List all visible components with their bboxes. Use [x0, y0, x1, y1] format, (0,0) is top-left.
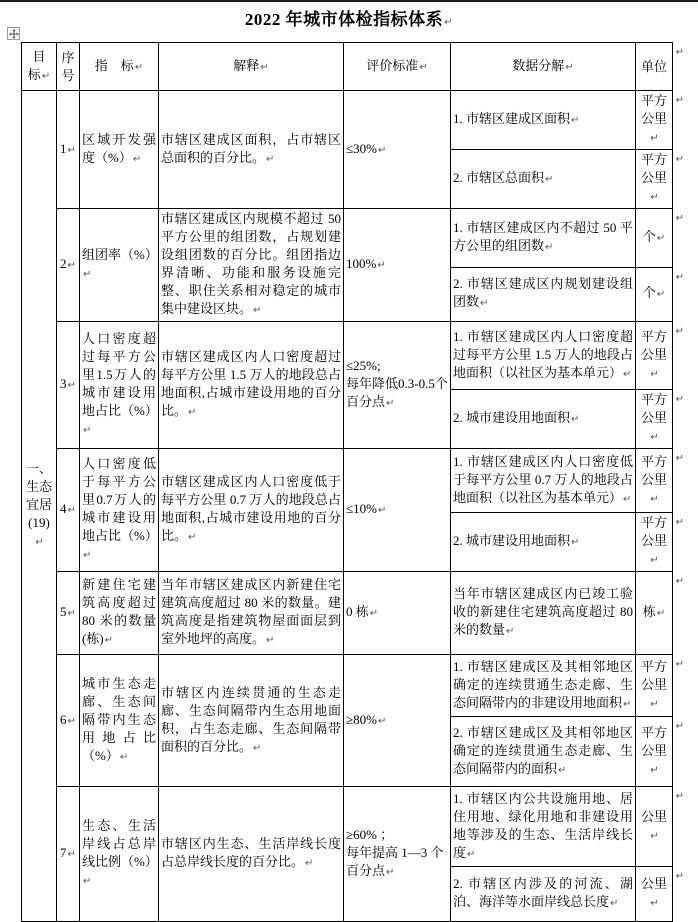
indicator-cell: 人口密度低于每平方公里0.7万人的城市建设用地占比（%） ↵ [80, 449, 159, 572]
serial-cell: 5 ↵ [57, 572, 80, 655]
header-no: 序 号 [57, 43, 80, 91]
decomposition-cell: 1. 市辖区建成区及其相邻地区确定的连续贯通生态走廊、生态间隔带内的非建设用地面积 ↵ [451, 655, 636, 717]
explanation-cell: 市辖区建成区内人口密度低于每平方公里 0.7 万人的地段总占地面积,占城市建设用地的百分比。 ↵ [159, 449, 344, 572]
serial-cell: 7 ↵ [57, 787, 80, 922]
header-indicator: 指 标 ↵ [80, 43, 159, 91]
standard-cell: ≥80% ↵ [344, 655, 451, 787]
unit-cell: 个 ↵ ↵ [636, 209, 673, 268]
header-unit: 单位 ↵ [636, 43, 673, 91]
decomposition-cell: 1. 市辖区建成区内人口密度超过每平方公里 1.5 万人的地段占地面积（以社区为基本单元） ↵ [451, 322, 636, 390]
indicator-cell: 区域开发强度（%） ↵ [80, 91, 159, 209]
explanation-cell: 市辖区建成区面积，占市辖区总面积的百分比。 ↵ [159, 91, 344, 209]
table-row [22, 91, 673, 150]
decomposition-cell: 2. 市辖区建成区及其相邻地区确定的连续贯通生态走廊、生态间隔带内的面积 ↵ [451, 717, 636, 787]
unit-cell: 平方公里 ↵ ↵ [636, 150, 673, 209]
standard-cell: ≤10% ↵ [344, 449, 451, 572]
page-title [0, 5, 698, 30]
indicator-cell: 人口密度超过每平方公里1.5万人的城市建设用地占比（%） ↵ [80, 322, 159, 449]
header-target: 目 标 ↵ [22, 43, 57, 91]
explanation-cell: 市辖区建成区内规模不超过 50 平方公里的组团数，占规划建设组团数的百分比。组团指边界清晰、功能和服务设施完整、职住关系相对稳定的城市集中建设区块。 ↵ [159, 209, 344, 322]
indicator-cell: 新建住宅建筑高度超过 80 米的数量(栋) ↵ [80, 572, 159, 655]
unit-cell: 平方公里 ↵ ↵ [636, 91, 673, 150]
decomposition-cell: 当年市辖区建成区内已竣工验收的新建住宅建筑高度超过 80 米的数量 ↵ [451, 572, 636, 655]
window-top-edge [0, 0, 698, 2]
unit-cell: 平方公里 ↵ ↵ [636, 322, 673, 390]
table-move-handle[interactable] [7, 27, 20, 40]
decomposition-cell: 2. 城市建设用地面积 ↵ [451, 390, 636, 449]
decomposition-cell: 2. 市辖区建成区内规划建设组团数 ↵ [451, 267, 636, 321]
decomposition-cell: 1. 市辖区建成区面积 ↵ [451, 91, 636, 150]
decomposition-cell: 2. 市辖区总面积 ↵ [451, 150, 636, 209]
indicator-table [21, 42, 673, 922]
move-icon [9, 29, 19, 39]
table-row [22, 449, 673, 513]
standard-cell: ≤30% ↵ [344, 91, 451, 209]
table-row [22, 655, 673, 717]
header-standard: 评价标准 ↵ [344, 43, 451, 91]
table-row [22, 787, 673, 867]
unit-cell: 公里 ↵ ↵ [636, 867, 673, 922]
decomposition-cell: 2. 城市建设用地面积 ↵ [451, 513, 636, 572]
unit-cell: 平方公里 ↵ ↵ [636, 717, 673, 787]
serial-cell: 3 ↵ [57, 322, 80, 449]
unit-cell: 平方公里 ↵ ↵ [636, 390, 673, 449]
standard-cell: 100% ↵ [344, 209, 451, 322]
unit-cell: 栋 ↵ ↵ [636, 572, 673, 655]
explanation-cell: 市辖区内连续贯通的生态走廊、生态间隔带内生态用地面积，占生态走廊、生态间隔带面积的百分比。 ↵ [159, 655, 344, 787]
unit-cell: 平方公里 ↵ ↵ [636, 449, 673, 513]
table-row [22, 572, 673, 655]
standard-cell: 0 栋 ↵ [344, 572, 451, 655]
header-explanation: 解释 ↵ [159, 43, 344, 91]
decomposition-cell: 1. 市辖区建成区内人口密度低于每平方公里 0.7 万人的地段占地面积（以社区为基本单元） ↵ [451, 449, 636, 513]
standard-cell: ≥60% ； 每年提高 1—3 个百分点 ↵ [344, 787, 451, 922]
explanation-cell: 市辖区内生态、生活岸线长度占总岸线长度的百分比。 ↵ [159, 787, 344, 922]
indicator-cell: 城市生态走廊、生态间隔带内生态用地占比（%） ↵ [80, 655, 159, 787]
decomposition-cell: 2. 市辖区内涉及的河流、湖泊、海洋等水面岸线总长度 ↵ [451, 867, 636, 922]
explanation-cell: 当年市辖区建成区内新建住宅建筑高度超过 80 米的数量。建筑高度是指建筑物屋面面层到室外地坪的高度。 ↵ [159, 572, 344, 655]
serial-cell: 4 ↵ [57, 449, 80, 572]
header-decomposition: 数据分解 ↵ [451, 43, 636, 91]
decomposition-cell: 1. 市辖区建成区内不超过 50 平方公里的组团数 ↵ [451, 209, 636, 268]
serial-cell: 1 ↵ [57, 91, 80, 209]
standard-cell: ≤25%; 每年降低0.3-0.5个百分点 ↵ [344, 322, 451, 449]
serial-cell: 2 ↵ [57, 209, 80, 322]
indicator-cell: 生态、生活岸线占总岸线比例（%） ↵ [80, 787, 159, 922]
unit-cell: 平方公里 ↵ ↵ [636, 655, 673, 717]
page-title-text: 2022 年城市体检指标体系 ↵ [245, 10, 453, 29]
explanation-cell: 市辖区建成区内人口密度超过每平方公里 1.5 万人的地段总占地面积,占城市建设用地的百分比。 ↵ [159, 322, 344, 449]
table-row [22, 209, 673, 268]
table-row [22, 322, 673, 390]
target-group-cell: 一、 生态 宜居 (19) ↵ [22, 91, 57, 922]
header-row [22, 43, 673, 91]
indicator-cell: 组团率（%） ↵ [80, 209, 159, 322]
decomposition-cell: 1. 市辖区内公共设施用地、居住用地、绿化用地和非建设用地等涉及的生态、生活岸线长度 ↵ [451, 787, 636, 867]
unit-cell: 个 ↵ ↵ [636, 267, 673, 321]
serial-cell: 6 ↵ [57, 655, 80, 787]
unit-cell: 平方公里 ↵ ↵ [636, 513, 673, 572]
unit-cell: 公里 ↵ ↵ [636, 787, 673, 867]
